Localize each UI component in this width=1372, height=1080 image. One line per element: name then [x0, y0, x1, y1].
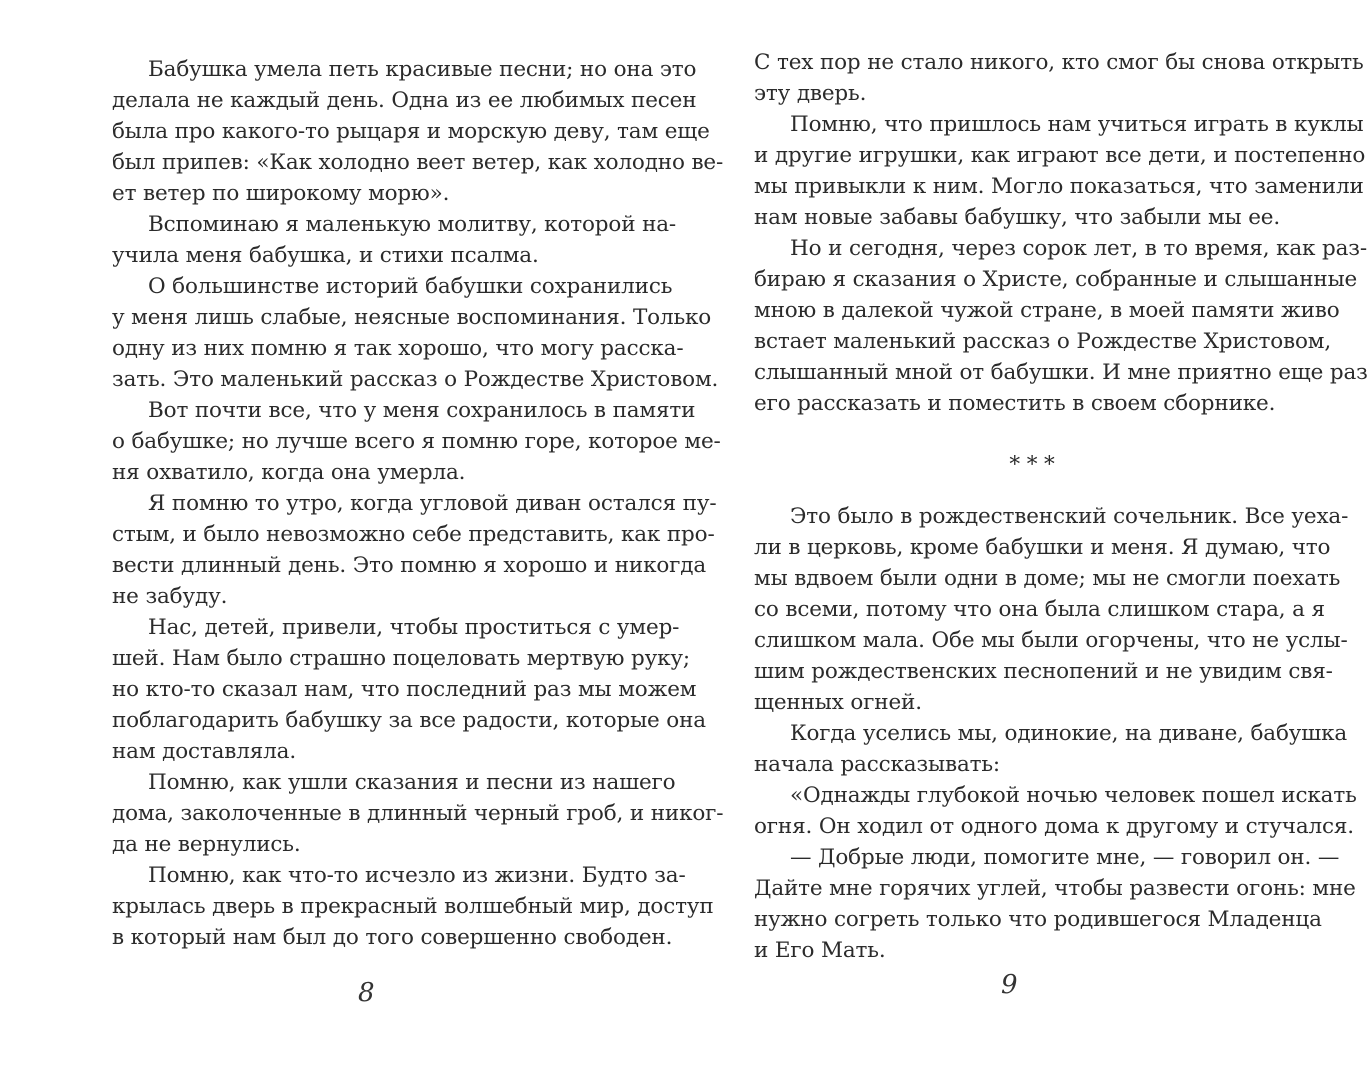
text-line: Вот почти все, что у меня сохранилось в памяти — [148, 398, 696, 423]
section-divider: * * * — [1009, 452, 1055, 477]
text-line: шим рождественских песнопений и не увидим свя- — [754, 659, 1333, 684]
text-line: слишком мала. Обе мы были огорчены, что не услы- — [754, 628, 1348, 653]
text-line: Дайте мне горячих углей, чтобы развести огонь: мне — [754, 876, 1356, 901]
text-line: нужно согреть только что родившегося Младенца — [754, 907, 1322, 932]
text-line: учила меня бабушка, и стихи псалма. — [112, 243, 539, 268]
text-line: Помню, что пришлось нам учиться играть в куклы — [790, 112, 1364, 137]
text-line: Когда уселись мы, одинокие, на диване, бабушка — [790, 721, 1348, 746]
page-number: 9 — [1001, 970, 1018, 1000]
text-line: Помню, как что-то исчезло из жизни. Будто за- — [148, 863, 686, 888]
text-line: ли в церковь, кроме бабушки и меня. Я думаю, что — [754, 535, 1331, 560]
text-line: мною в далекой чужой стране, в моей памяти живо — [754, 298, 1340, 323]
text-line: Нас, детей, привели, чтобы проститься с умер- — [148, 615, 680, 640]
text-line: О большинстве историй бабушки сохранились — [148, 274, 673, 299]
text-line: его рассказать и поместить в своем сборнике. — [754, 391, 1276, 416]
text-line: ня охватило, когда она умерла. — [112, 460, 466, 485]
text-line: «Однажды глубокой ночью человек пошел искать — [790, 783, 1357, 808]
text-line: делала не каждый день. Одна из ее любимых песен — [112, 88, 697, 113]
text-line: мы привыкли к ним. Могло показаться, что заменили — [754, 174, 1364, 199]
text-line: щенных огней. — [754, 690, 922, 715]
text-line: Я помню то утро, когда угловой диван остался пу- — [148, 491, 717, 516]
text-line: зать. Это маленький рассказ о Рождестве Христовом. — [112, 367, 719, 392]
text-line: Вспоминаю я маленькую молитву, которой на- — [148, 212, 677, 237]
text-line: С тех пор не стало никого, кто смог бы снова открыть — [754, 50, 1364, 75]
text-line: поблагодарить бабушку за все радости, которые она — [112, 708, 706, 733]
text-line: шей. Нам было страшно поцеловать мертвую руку; — [112, 646, 690, 671]
text-line: Но и сегодня, через сорок лет, в то время, как раз- — [790, 236, 1367, 261]
text-line: — Добрые люди, помогите мне, — говорил он. — — [790, 845, 1340, 870]
text-line: бираю я сказания о Христе, собранные и слышанные — [754, 267, 1358, 292]
text-line: и другие игрушки, как играют все дети, и постепенно — [754, 143, 1366, 168]
text-line: дома, заколоченные в длинный черный гроб, и никог- — [112, 801, 724, 826]
text-line: мы вдвоем были одни в доме; мы не смогли поехать — [754, 566, 1341, 591]
text-line: встает маленький рассказ о Рождестве Христовом, — [754, 329, 1332, 354]
text-line: в который нам был до того совершенно свободен. — [112, 925, 673, 950]
text-line: крылась дверь в прекрасный волшебный мир, доступ — [112, 894, 714, 919]
text-line: вести длинный день. Это помню я хорошо и никогда — [112, 553, 707, 578]
text-line: эту дверь. — [754, 81, 867, 106]
text-line: не забуду. — [112, 584, 228, 609]
text-line: о бабушке; но лучше всего я помню горе, которое ме- — [112, 429, 721, 454]
text-line: Бабушка умела петь красивые песни; но она это — [148, 57, 697, 82]
text-line: одну из них помню я так хорошо, что могу расска- — [112, 336, 684, 361]
text-line: ет ветер по широкому морю». — [112, 181, 450, 206]
text-line: была про какого-то рыцаря и морскую деву, там еще — [112, 119, 710, 144]
text-line: Помню, как ушли сказания и песни из нашего — [148, 770, 676, 795]
text-line: у меня лишь слабые, неясные воспоминания. Только — [112, 305, 712, 330]
text-line: был припев: «Как холодно веет ветер, как холодно ве- — [112, 150, 724, 175]
text-line: нам доставляла. — [112, 739, 297, 764]
text-line: Это было в рождественский сочельник. Все уеха- — [790, 504, 1349, 529]
text-line: да не вернулись. — [112, 832, 301, 857]
text-line: нам новые забавы бабушку, что забыли мы ее. — [754, 205, 1281, 230]
right-page — [686, 0, 1372, 1080]
text-line: огня. Он ходил от одного дома к другому и стучался. — [754, 814, 1354, 839]
text-line: со всеми, потому что она была слишком стара, а я — [754, 597, 1325, 622]
text-line: стым, и было невозможно себе представить, как про- — [112, 522, 715, 547]
text-line: но кто-то сказал нам, что последний раз мы можем — [112, 677, 697, 702]
text-line: слышанный мной от бабушки. И мне приятно еще раз — [754, 360, 1368, 385]
page-number: 8 — [358, 978, 375, 1008]
text-line: и Его Мать. — [754, 938, 886, 963]
text-line: начала рассказывать: — [754, 752, 1001, 777]
